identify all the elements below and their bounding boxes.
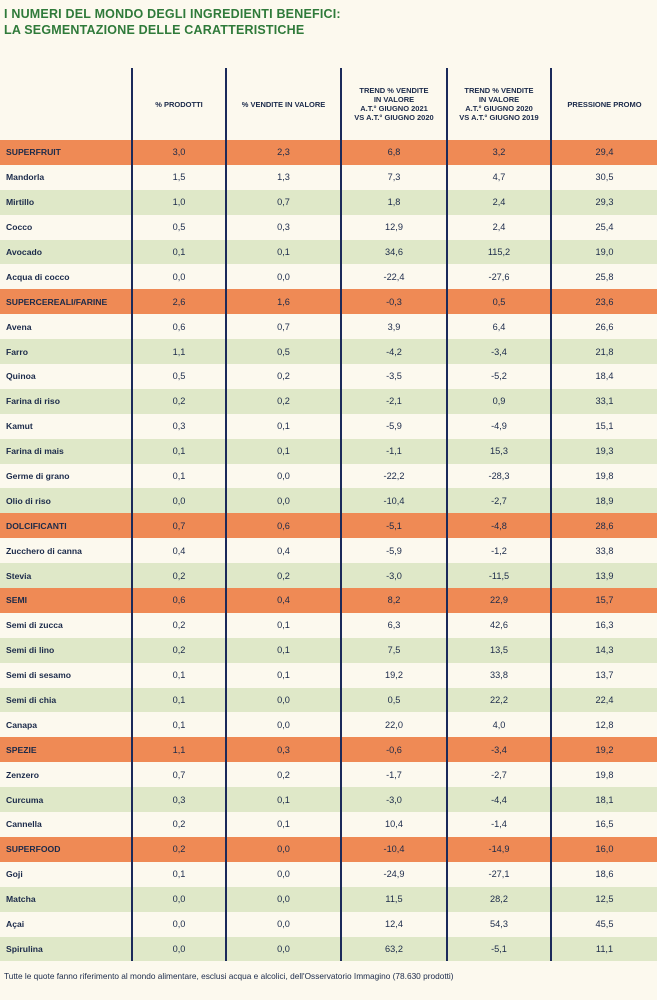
data-table [0, 68, 657, 954]
cell-value: 19,0 [595, 247, 614, 257]
row-label: Semi di lino [6, 645, 55, 656]
row-label: SUPERCEREALI/FARINE [6, 296, 108, 307]
table-row [0, 389, 657, 414]
row-label: Farina di riso [6, 396, 60, 407]
cell-value: 0,7 [277, 197, 290, 208]
category-row [0, 588, 657, 613]
cell-value: 6,4 [492, 321, 506, 332]
cell-value: 0,0 [277, 471, 290, 482]
cell-value: 0,5 [387, 695, 401, 706]
cell-value: 0,0 [277, 495, 290, 506]
cell-value: 0,4 [277, 545, 290, 556]
cell-value: 0,1 [172, 670, 186, 681]
cell-value: -27,6 [488, 271, 510, 282]
cell-value: -3,4 [491, 744, 507, 755]
cell-value: 22,4 [595, 695, 614, 706]
cell-value: 0,0 [172, 271, 186, 282]
cell-value: 19,2 [385, 670, 403, 681]
category-row [0, 289, 657, 314]
cell-value: 6,3 [387, 620, 401, 631]
cell-value: 29,3 [595, 197, 614, 208]
cell-value: -28,3 [488, 471, 510, 482]
header-promo-pressure: PRESSIONE PROMO [567, 99, 642, 109]
cell-value: 1,5 [172, 172, 186, 183]
cell-value: 0,2 [277, 570, 290, 581]
column-divider [550, 68, 552, 961]
cell-value: 18,6 [595, 869, 614, 880]
cell-value: 0,1 [277, 247, 290, 257]
cell-value: 1,1 [172, 744, 186, 755]
row-label: Avena [6, 321, 32, 332]
cell-value: 0,5 [492, 296, 506, 307]
table-row [0, 688, 657, 713]
cell-value: 0,7 [277, 321, 290, 332]
cell-value: 2,6 [172, 296, 186, 307]
cell-value: 0,2 [172, 645, 186, 656]
table-row [0, 862, 657, 887]
row-label: Farina di mais [6, 446, 64, 457]
cell-value: 0,4 [277, 595, 290, 606]
cell-value: -5,1 [386, 520, 402, 531]
row-label: DOLCIFICANTI [6, 520, 67, 531]
cell-value: 1,8 [387, 197, 401, 208]
cell-value: 0,1 [277, 446, 290, 457]
cell-value: 25,4 [595, 222, 614, 233]
cell-value: 16,0 [595, 844, 614, 855]
table-row [0, 663, 657, 688]
cell-value: 0,1 [172, 695, 186, 706]
table-header [0, 68, 657, 140]
cell-value: 10,4 [385, 819, 403, 830]
cell-value: 30,5 [595, 172, 614, 183]
cell-value: -27,1 [488, 869, 510, 880]
cell-value: 13,7 [595, 670, 614, 681]
cell-value: 3,0 [172, 147, 186, 158]
table-row [0, 464, 657, 489]
cell-value: 0,1 [277, 620, 290, 631]
cell-value: 3,9 [387, 321, 401, 332]
cell-value: 0,0 [172, 495, 186, 506]
column-divider [340, 68, 342, 961]
title-line-2: LA SEGMENTAZIONE DELLE CARATTERISTICHE [4, 23, 305, 37]
category-row [0, 513, 657, 538]
cell-value: 22,9 [490, 595, 508, 606]
cell-value: 0,0 [172, 943, 186, 954]
row-label: SPEZIE [6, 744, 37, 755]
row-label: Mandorla [6, 172, 45, 183]
table-body [0, 140, 657, 961]
cell-value: -4,8 [491, 520, 507, 531]
cell-value: 29,4 [595, 147, 614, 158]
cell-value: 15,7 [595, 595, 614, 606]
row-label: Cocco [6, 222, 33, 233]
row-label: Zucchero di canna [6, 545, 82, 556]
cell-value: 0,1 [277, 794, 290, 805]
cell-value: 0,1 [172, 869, 186, 880]
cell-value: -3,4 [491, 346, 507, 357]
table-row [0, 264, 657, 289]
cell-value: 0,5 [277, 346, 290, 357]
cell-value: 33,8 [595, 545, 614, 556]
cell-value: -4,9 [491, 421, 507, 432]
cell-value: 42,6 [490, 620, 508, 631]
cell-value: 0,1 [172, 446, 186, 457]
cell-value: 0,1 [277, 421, 290, 432]
cell-value: 19,8 [595, 769, 614, 780]
table-row [0, 887, 657, 912]
cell-value: 7,5 [387, 645, 401, 656]
cell-value: 0,9 [492, 396, 506, 407]
cell-value: 0,7 [172, 769, 186, 780]
cell-value: -22,2 [383, 471, 405, 482]
cell-value: 45,5 [595, 919, 614, 930]
cell-value: -10,4 [383, 495, 405, 506]
category-row [0, 737, 657, 762]
cell-value: 15,3 [490, 446, 508, 457]
header-percent-sales-value: % VENDITE IN VALORE [241, 99, 326, 109]
cell-value: -1,4 [491, 819, 507, 830]
header-trend-2021: TREND % VENDITE IN VALORE A.T.° GIUGNO 2021 VS A.T.° GIUGNO 2020 [354, 86, 434, 122]
cell-value: 3,2 [492, 147, 506, 158]
cell-value: 0,0 [277, 869, 290, 880]
page-title [4, 6, 341, 38]
title-line-1: I NUMERI DEL MONDO DEGLI INGREDIENTI BENEFICI: [4, 7, 341, 21]
cell-value: 14,3 [595, 645, 614, 656]
cell-value: 115,2 [487, 247, 511, 257]
cell-value: 0,2 [277, 769, 290, 780]
column-divider [446, 68, 448, 961]
cell-value: 0,3 [277, 222, 290, 233]
row-label: Acqua di cocco [6, 271, 70, 282]
cell-value: 2,4 [492, 222, 506, 233]
row-label: SEMI [6, 595, 28, 606]
cell-value: 12,4 [385, 919, 403, 930]
cell-value: 28,6 [595, 520, 614, 531]
cell-value: 0,2 [172, 819, 186, 830]
cell-value: 19,3 [595, 446, 614, 457]
cell-value: -0,6 [386, 744, 402, 755]
cell-value: 0,1 [277, 819, 290, 830]
cell-value: 34,6 [385, 247, 403, 257]
row-label: Cannella [6, 819, 42, 830]
cell-value: 12,9 [385, 222, 403, 233]
row-label: Quinoa [6, 371, 36, 382]
row-label: Avocado [6, 247, 42, 257]
row-label: Zenzero [6, 769, 39, 780]
cell-value: 18,9 [595, 495, 614, 506]
cell-value: -5,9 [386, 421, 402, 432]
cell-value: 1,6 [277, 296, 290, 307]
cell-value: 1,1 [172, 346, 186, 357]
row-label: Germe di grano [6, 471, 70, 482]
row-label: Matcha [6, 894, 36, 905]
cell-value: 0,5 [172, 222, 186, 233]
table-row [0, 538, 657, 563]
cell-value: 0,2 [277, 396, 290, 407]
row-label: Farro [6, 346, 28, 357]
cell-value: 11,1 [595, 943, 614, 954]
cell-value: 0,2 [172, 396, 186, 407]
cell-value: 13,9 [595, 570, 614, 581]
row-label: Semi di chia [6, 695, 57, 706]
table-row [0, 613, 657, 638]
cell-value: 13,5 [490, 645, 508, 656]
row-label: Mirtillo [6, 197, 35, 208]
cell-value: 23,6 [595, 296, 614, 307]
header-trend-2020: TREND % VENDITE IN VALORE A.T.° GIUGNO 2020 VS A.T.° GIUGNO 2019 [459, 86, 539, 122]
row-label: Semi di sesamo [6, 670, 71, 681]
cell-value: 18,1 [595, 794, 614, 805]
cell-value: 0,2 [172, 844, 186, 855]
row-label: Goji [6, 869, 23, 880]
cell-value: 0,5 [172, 371, 186, 382]
table-row [0, 762, 657, 787]
cell-value: 4,0 [492, 719, 506, 730]
cell-value: -4,4 [491, 794, 507, 805]
cell-value: 21,8 [595, 346, 614, 357]
row-label: SUPERFOOD [6, 844, 61, 855]
table-row [0, 314, 657, 339]
cell-value: 0,6 [172, 321, 186, 332]
row-label: Stevia [6, 570, 32, 581]
cell-value: 0,0 [172, 894, 186, 905]
table-row [0, 439, 657, 464]
cell-value: -5,9 [386, 545, 402, 556]
cell-value: 0,7 [172, 520, 186, 531]
cell-value: -22,4 [383, 271, 405, 282]
table-row [0, 912, 657, 937]
cell-value: 0,0 [277, 894, 290, 905]
cell-value: -1,2 [491, 545, 507, 556]
cell-value: -3,5 [386, 371, 402, 382]
cell-value: 0,1 [172, 719, 186, 730]
table-row [0, 339, 657, 364]
cell-value: -11,5 [488, 570, 510, 581]
cell-value: 16,5 [595, 819, 614, 830]
cell-value: -1,1 [386, 446, 402, 457]
cell-value: 0,0 [277, 844, 290, 855]
cell-value: 1,0 [172, 197, 186, 208]
cell-value: 12,8 [595, 719, 614, 730]
cell-value: 0,2 [172, 620, 186, 631]
cell-value: 8,2 [387, 595, 401, 606]
table-row [0, 190, 657, 215]
table-row [0, 937, 657, 962]
cell-value: 0,6 [277, 520, 290, 531]
cell-value: -2,1 [386, 396, 402, 407]
cell-value: 33,1 [595, 396, 614, 407]
cell-value: -2,7 [491, 769, 507, 780]
cell-value: 0,2 [172, 570, 186, 581]
cell-value: 0,0 [277, 919, 290, 930]
cell-value: 4,7 [492, 172, 506, 183]
cell-value: 0,0 [277, 943, 290, 954]
cell-value: 0,1 [172, 471, 186, 482]
cell-value: 16,3 [595, 620, 614, 631]
row-label: Olio di riso [6, 495, 51, 506]
column-divider [131, 68, 133, 961]
cell-value: 28,2 [490, 894, 508, 905]
table-row [0, 488, 657, 513]
cell-value: -4,2 [386, 346, 402, 357]
table-row [0, 165, 657, 190]
cell-value: 19,2 [595, 744, 614, 755]
cell-value: 0,1 [277, 645, 290, 656]
cell-value: -10,4 [383, 844, 405, 855]
header-percent-products: % PRODOTTI [155, 99, 203, 109]
cell-value: -5,2 [491, 371, 507, 382]
category-row [0, 837, 657, 862]
cell-value: 15,1 [595, 421, 614, 432]
row-label: Spirulina [6, 943, 43, 954]
table-row [0, 414, 657, 439]
cell-value: 63,2 [385, 943, 403, 954]
cell-value: 0,1 [277, 670, 290, 681]
cell-value: 0,2 [277, 371, 290, 382]
table-row [0, 364, 657, 389]
table-row [0, 563, 657, 588]
cell-value: 54,3 [490, 919, 508, 930]
table-row [0, 215, 657, 240]
row-label: Curcuma [6, 794, 44, 805]
cell-value: -24,9 [383, 869, 405, 880]
cell-value: -3,0 [386, 570, 402, 581]
cell-value: 18,4 [595, 371, 614, 382]
cell-value: 2,3 [277, 147, 290, 158]
row-label: Semi di zucca [6, 620, 63, 631]
table-row [0, 812, 657, 837]
cell-value: 22,0 [385, 719, 403, 730]
cell-value: -5,1 [491, 943, 507, 954]
cell-value: 0,0 [277, 719, 290, 730]
table-row [0, 712, 657, 737]
cell-value: 7,3 [387, 172, 401, 183]
column-divider [225, 68, 227, 961]
cell-value: 11,5 [385, 894, 403, 905]
cell-value: 1,3 [277, 172, 290, 183]
cell-value: 26,6 [595, 321, 614, 332]
category-row [0, 140, 657, 165]
cell-value: 22,2 [490, 695, 508, 706]
cell-value: -3,0 [386, 794, 402, 805]
cell-value: 25,8 [595, 271, 614, 282]
cell-value: 0,0 [277, 271, 290, 282]
cell-value: 0,3 [172, 421, 186, 432]
cell-value: 2,4 [492, 197, 506, 208]
table-row [0, 638, 657, 663]
cell-value: 19,8 [595, 471, 614, 482]
cell-value: -0,3 [386, 296, 402, 307]
cell-value: 0,3 [277, 744, 290, 755]
row-label: Açai [6, 919, 25, 930]
cell-value: 6,8 [387, 147, 401, 158]
row-label: SUPERFRUIT [6, 147, 61, 158]
row-label: Kamut [6, 421, 33, 432]
cell-value: 0,1 [172, 247, 186, 257]
cell-value: 0,6 [172, 595, 186, 606]
cell-value: 0,0 [172, 919, 186, 930]
table-row [0, 240, 657, 265]
cell-value: 0,4 [172, 545, 186, 556]
cell-value: -2,7 [491, 495, 507, 506]
row-label: Canapa [6, 719, 38, 730]
cell-value: 0,0 [277, 695, 290, 706]
cell-value: 33,8 [490, 670, 508, 681]
cell-value: 12,5 [595, 894, 614, 905]
footnote: Tutte le quote fanno riferimento al mondo alimentare, esclusi acqua e alcolici, dell'Osservatorio Immagino (78.630 prodotti) [4, 971, 454, 981]
table-row [0, 787, 657, 812]
cell-value: -14,9 [488, 844, 510, 855]
cell-value: -1,7 [386, 769, 402, 780]
cell-value: 0,3 [172, 794, 186, 805]
